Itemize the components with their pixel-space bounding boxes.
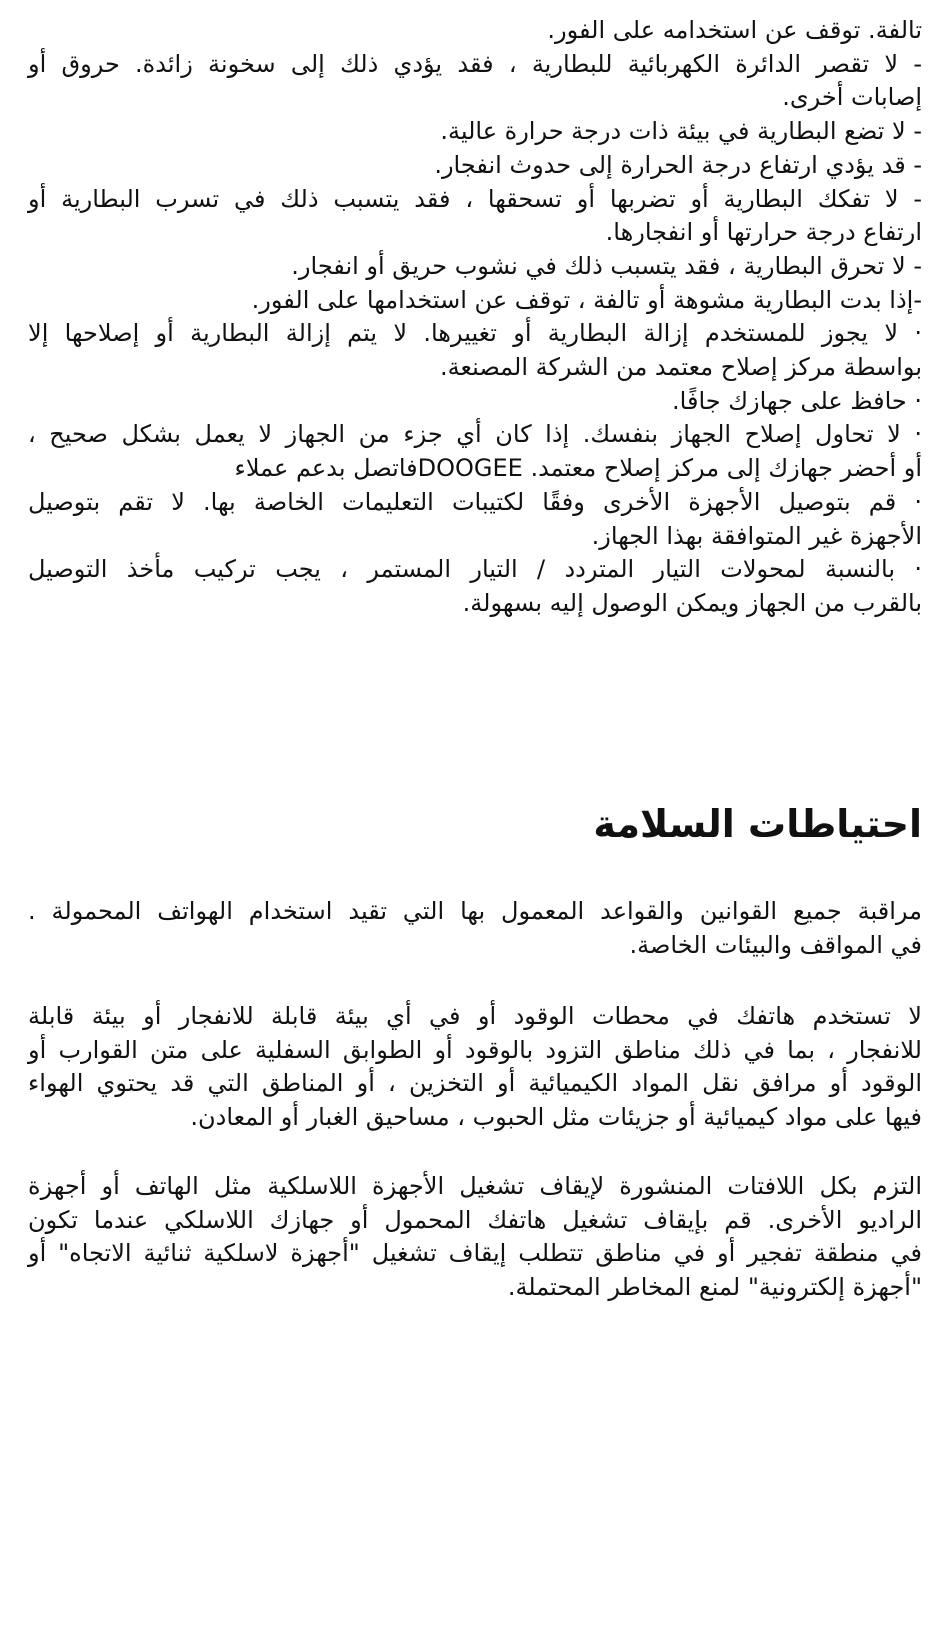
warning-line: · حافظ على جهازك جافًا. (672, 386, 922, 415)
warning-line: - قد يؤدي ارتفاع درجة الحرارة إلى حدوث انفجار. (434, 150, 922, 179)
warning-line: · لا يجوز للمستخدم إزالة البطارية أو تغييرها. لا يتم إزالة البطارية أو إصلاحها إلا (28, 319, 922, 348)
warning-line: · قم بتوصيل الأجهزة الأخرى وفقًا لكتيبات التعليمات الخاصة بها. لا تقم بتوصيل (28, 487, 922, 516)
warning-line: · بالنسبة لمحولات التيار المتردد / التيار المستمر ، يجب تركيب مأخذ التوصيل (28, 555, 922, 584)
paragraph-line: فيها على مواد كيميائية أو جزيئات مثل الحبوب ، مساحيق الغبار أو المعادن. (190, 1103, 922, 1132)
paragraph-line: التزم بكل اللافتات المنشورة لإيقاف تشغيل الأجهزة اللاسلكية مثل الهاتف أو أجهزة (28, 1172, 922, 1200)
manual-page (28, 0, 922, 1641)
paragraph-line: للانفجار ، بما في ذلك مناطق التزود بالوقود أو الطوابق السفلية على متن القوارب أو (28, 1035, 922, 1064)
warning-line: - لا تحرق البطارية ، فقد يتسبب ذلك في نشوب حريق أو انفجار. (291, 251, 922, 280)
paragraph-line: في منطقة تفجير أو في مناطق تتطلب إيقاف تشغيل "أجهزة لاسلكية ثنائية الاتجاه" أو (28, 1239, 922, 1268)
section-title: احتياطات السلامة (593, 802, 922, 846)
paragraph-line: الوقود أو مرافق نقل المواد الكيميائية أو التخزين ، أو المناطق التي قد يحتوي الهواء (28, 1069, 922, 1098)
warning-line: بالقرب من الجهاز ويمكن الوصول إليه بسهولة. (462, 588, 922, 617)
paragraph-line: الراديو الأخرى. قم بإيقاف تشغيل هاتفك المحمول أو جهازك اللاسلكي عندما تكون (28, 1205, 922, 1234)
safety-paragraph-explosive (28, 1000, 922, 1135)
warning-line: ارتفاع درجة حرارتها أو انفجارها. (605, 218, 922, 247)
warning-line: - لا تفكك البطارية أو تضربها أو تسحقها ، فقد يتسبب ذلك في تسرب البطارية أو (28, 184, 922, 213)
warning-line: - لا تقصر الدائرة الكهربائية للبطارية ، فقد يؤدي ذلك إلى سخونة زائدة. حروق أو (28, 49, 922, 78)
safety-paragraph-signs (28, 1170, 922, 1305)
warning-line: تالفة. توقف عن استخدامه على الفور. (547, 16, 922, 44)
paragraph-line: "أجهزة إلكترونية" لمنع المخاطر المحتملة. (507, 1273, 922, 1302)
warning-line: - لا تضع البطارية في بيئة ذات درجة حرارة عالية. (440, 117, 922, 146)
warning-line: بواسطة مركز إصلاح معتمد من الشركة المصنعة. (440, 353, 922, 382)
paragraph-line: لا تستخدم هاتفك في محطات الوقود أو في أي بيئة قابلة للانفجار أو بيئة قابلة (28, 1002, 922, 1030)
paragraph-line: في المواقف والبيئات الخاصة. (629, 930, 922, 959)
paragraph-line: مراقبة جميع القوانين والقواعد المعمول بها التي تقيد استخدام الهواتف المحمولة . (28, 897, 922, 925)
warning-line: -إذا بدت البطارية مشوهة أو تالفة ، توقف عن استخدامها على الفور. (251, 285, 922, 314)
warning-line: الأجهزة غير المتوافقة بهذا الجهاز. (591, 521, 922, 550)
safety-paragraph-laws (28, 895, 922, 962)
warning-line: إصابات أخرى. (782, 83, 922, 112)
battery-warnings (28, 14, 922, 621)
warning-line: أو أحضر جهازك إلى مركز إصلاح معتمد. DOOGEEفاتصل بدعم عملاء (234, 454, 922, 483)
warning-line: · لا تحاول إصلاح الجهاز بنفسك. إذا كان أي جزء من الجهاز لا يعمل بشكل صحيح ، (28, 420, 922, 449)
